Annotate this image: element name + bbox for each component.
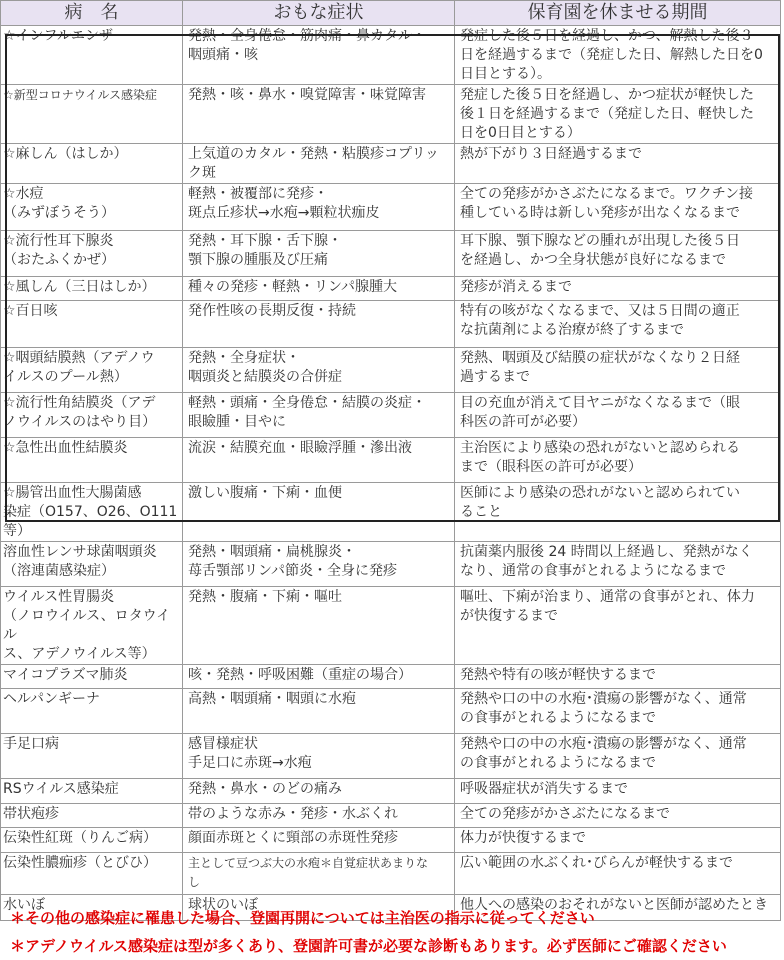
period-cell (455, 184, 781, 231)
disease-name-cell (1, 85, 183, 144)
table-row (1, 542, 781, 587)
disease-name-text: ☆百日咳 (3, 303, 58, 319)
period-text: 熱が下がり３日経過するまで (460, 146, 642, 162)
table-row (1, 804, 781, 828)
table-row (1, 483, 781, 542)
disease-name-cell (1, 483, 183, 542)
symptoms-text: 激しい腹痛・下痢・血便 (188, 485, 342, 501)
disease-name-cell (1, 26, 183, 85)
symptoms-text: 発熱・全身症状・ 咽頭炎と結膜炎の合併症 (188, 350, 342, 385)
disease-name-text: 溶血性レンサ球菌咽頭炎 （溶連菌感染症） (3, 544, 157, 579)
table-row (1, 301, 781, 348)
disease-name-text: ☆水痘 （みずぼうそう） (3, 186, 115, 221)
disease-name-cell (1, 587, 183, 665)
symptoms-text: 発熱・全身倦怠・筋肉痛・鼻カタル・ 咽頭痛・咳 (188, 28, 426, 63)
disease-name-cell (1, 438, 183, 483)
period-text: 全ての発疹がかさぶたになるまで (460, 806, 670, 822)
symptoms-cell (183, 587, 455, 665)
disease-name-text: ☆流行性角結膜炎（アデ ノウイルスのはやり目） (3, 395, 157, 430)
symptoms-cell (183, 26, 455, 85)
disease-name-text: 伝染性紅斑（りんご病） (3, 830, 157, 846)
symptoms-cell (183, 85, 455, 144)
symptoms-cell (183, 483, 455, 542)
disease-name-cell (1, 231, 183, 277)
table-row (1, 348, 781, 393)
period-text: 耳下腺、顎下腺などの腫れが出現した後５日 を経過し、かつ全身状態が良好になるまで (460, 233, 740, 268)
header-symptoms: おもな症状 (183, 1, 455, 26)
symptoms-text: 感冒様症状 手足口に赤斑→水疱 (188, 736, 312, 771)
symptoms-text: 咳・発熱・呼吸困難（重症の場合） (188, 667, 412, 683)
table-row (1, 587, 781, 665)
symptoms-text: 発熱・耳下腺・舌下腺・ 顎下腺の腫脹及び圧痛 (188, 233, 342, 268)
table-row (1, 438, 781, 483)
disease-name-cell (1, 734, 183, 779)
symptoms-text: 発熱・腹痛・下痢・嘔吐 (188, 589, 342, 605)
period-text: 全ての発疹がかさぶたになるまで。ワクチン接 種している時は新しい発疹が出なくなるまで (460, 186, 754, 221)
disease-name-text: ☆新型コロナウイルス感染症 (3, 88, 158, 102)
table-row (1, 85, 781, 144)
period-cell (455, 779, 781, 804)
symptoms-text: 主として豆つぶ大の水疱＊自覚症状あまりな し (188, 856, 429, 889)
period-cell (455, 26, 781, 85)
period-cell (455, 665, 781, 689)
period-cell (455, 828, 781, 853)
period-cell (455, 438, 781, 483)
symptoms-text: 発熱・鼻水・のどの痛み (188, 781, 342, 797)
disease-name-text: ヘルパンギーナ (3, 691, 101, 707)
period-cell (455, 689, 781, 734)
period-text: 発熱、咽頭及び結膜の症状がなくなり２日経 過するまで (460, 350, 740, 385)
period-cell (455, 483, 781, 542)
table-header-row (1, 1, 781, 26)
table-row (1, 26, 781, 85)
period-text: 特有の咳がなくなるまで、又は５日間の適正 な抗菌剤による治療が終了するまで (460, 303, 740, 338)
symptoms-cell (183, 231, 455, 277)
table-row (1, 779, 781, 804)
period-text: 広い範囲の水ぶくれ･びらんが軽快するまで (460, 855, 733, 871)
period-cell (455, 393, 781, 438)
disease-name-text: 手足口病 (3, 736, 59, 752)
disease-name-cell (1, 144, 183, 184)
symptoms-text: 顔面赤斑とくに頸部の赤斑性発疹 (188, 830, 398, 846)
disease-name-cell (1, 779, 183, 804)
table-row (1, 853, 781, 895)
symptoms-cell (183, 804, 455, 828)
notes-section (10, 904, 780, 960)
table-body (1, 26, 781, 921)
symptoms-cell (183, 301, 455, 348)
symptoms-cell (183, 277, 455, 301)
table-row (1, 828, 781, 853)
disease-name-cell (1, 348, 183, 393)
period-cell (455, 301, 781, 348)
header-period: 保育園を休ませる期間 (455, 1, 781, 26)
disease-name-text: マイコプラズマ肺炎 (3, 667, 128, 683)
period-text: 主治医により感染の恐れがないと認められる まで（眼科医の許可が必要） (460, 440, 740, 475)
disease-name-cell (1, 804, 183, 828)
disease-name-cell (1, 828, 183, 853)
period-text: 抗菌薬内服後 24 時間以上経過し、発熱がなく なり、通常の食事がとれるようになるまで (460, 544, 753, 579)
symptoms-text: 軽熱・被覆部に発疹・ 斑点丘疹状→水疱→顆粒状痂皮 (188, 186, 380, 221)
period-cell (455, 853, 781, 895)
disease-name-text: RSウイルス感染症 (3, 781, 119, 797)
period-cell (455, 85, 781, 144)
symptoms-text: 流涙・結膜充血・眼瞼浮腫・滲出液 (188, 440, 412, 456)
disease-name-text: ☆麻しん（はしか） (3, 146, 128, 162)
symptoms-text: 種々の発疹・軽熱・リンパ腺腫大 (188, 279, 398, 295)
period-cell (455, 144, 781, 184)
table-row (1, 665, 781, 689)
symptoms-text: 発熱・咳・鼻水・嗅覚障害・味覚障害 (188, 87, 426, 103)
disease-name-text: 帯状疱疹 (3, 806, 59, 822)
symptoms-text: 球状のいぼ (188, 897, 258, 913)
symptoms-text: 軽熱・頭痛・全身倦怠・結膜の炎症・ 眼瞼腫・目やに (188, 395, 426, 430)
disease-name-text: ☆インフルエンザ (3, 28, 113, 44)
period-text: 呼吸器症状が消失するまで (460, 781, 628, 797)
note-adenovirus: ＊アデノウイルス感染症は型が多くあり、登園許可書が必要な診断もあります。必ず医師にご確認ください (10, 937, 727, 955)
symptoms-cell (183, 779, 455, 804)
period-text: 発熱や特有の咳が軽快するまで (460, 667, 656, 683)
disease-name-cell (1, 184, 183, 231)
period-text: 嘔吐、下痢が治まり、通常の食事がとれ、体力 が快復するまで (460, 589, 755, 624)
period-text: 発疹が消えるまで (460, 279, 572, 295)
disease-name-cell (1, 393, 183, 438)
period-text: 発熱や口の中の水疱･潰瘍の影響がなく、通常 の食事がとれるようになるまで (460, 736, 747, 771)
period-text: 発症した後５日を経過し、かつ症状が軽快した 後１日を経過するまで（発症した日、軽快した 日を0日目とする） (460, 87, 754, 141)
disease-name-text: ☆咽頭結膜熱（アデノウ イルスのプール熱） (3, 350, 155, 385)
symptoms-text: 帯のような赤み・発疹・水ぶくれ (188, 806, 398, 822)
table-row (1, 277, 781, 301)
period-text: 医師により感染の恐れがないと認められてい ること (460, 485, 740, 520)
table-row (1, 734, 781, 779)
symptoms-cell (183, 689, 455, 734)
disease-name-cell (1, 689, 183, 734)
disease-name-text: ☆風しん（三日はしか） (3, 279, 156, 295)
disease-name-text: 伝染性膿痂疹（とびひ） (3, 855, 157, 871)
symptoms-cell (183, 542, 455, 587)
period-cell (455, 277, 781, 301)
note-other-diseases: ＊その他の感染症に罹患した場合、登園再開については主治医の指示に従ってください (10, 909, 595, 927)
disease-name-cell (1, 277, 183, 301)
period-text: 発熱や口の中の水疱･潰瘍の影響がなく、通常 の食事がとれるようになるまで (460, 691, 747, 726)
period-cell (455, 587, 781, 665)
table-row (1, 184, 781, 231)
period-text: 他人への感染のおそれがないと医師が認めたとき (460, 897, 768, 913)
table-row (1, 144, 781, 184)
symptoms-cell (183, 828, 455, 853)
disease-name-text: ☆急性出血性結膜炎 (3, 440, 128, 456)
header-disease: 病 名 (1, 1, 183, 26)
symptoms-cell (183, 144, 455, 184)
symptoms-cell (183, 393, 455, 438)
symptoms-text: 発熱・咽頭痛・扁桃腺炎・ 苺舌顎部リンパ節炎・全身に発疹 (188, 544, 398, 579)
period-cell (455, 804, 781, 828)
table-row (1, 689, 781, 734)
disease-name-text: 水いぼ (3, 897, 45, 913)
disease-name-cell (1, 301, 183, 348)
symptoms-cell (183, 438, 455, 483)
period-cell (455, 348, 781, 393)
disease-name-text: ☆腸管出血性大腸菌感 染症（O157、O26、O111等） (3, 485, 178, 539)
symptoms-cell (183, 734, 455, 779)
period-cell (455, 542, 781, 587)
disease-name-text: ウイルス性胃腸炎 （ノロウイルス、ロタウイル ス、アデノウイルス等） (3, 589, 171, 662)
period-cell (455, 734, 781, 779)
symptoms-cell (183, 348, 455, 393)
disease-name-text: ☆流行性耳下腺炎 （おたふくかぜ） (3, 233, 115, 268)
symptoms-text: 高熱・咽頭痛・咽頭に水疱 (188, 691, 356, 707)
disease-name-cell (1, 853, 183, 895)
table-row (1, 393, 781, 438)
symptoms-cell (183, 665, 455, 689)
symptoms-text: 発作性咳の長期反復・持続 (188, 303, 356, 319)
symptoms-text: 上気道のカタル・発熱・粘膜疹コプリック斑 (188, 146, 439, 181)
period-text: 発症した後５日を経過し、かつ、解熱した後３ 日を経過するまで（発症した日、解熱した日を0 日目とする）。 (460, 28, 763, 82)
period-cell (455, 231, 781, 277)
period-text: 目の充血が消えて目ヤニがなくなるまで（眼 科医の許可が必要） (460, 395, 740, 430)
symptoms-cell (183, 853, 455, 895)
disease-name-cell (1, 665, 183, 689)
symptoms-cell (183, 184, 455, 231)
table-row (1, 231, 781, 277)
period-text: 体力が快復するまで (460, 830, 586, 846)
disease-name-cell (1, 542, 183, 587)
